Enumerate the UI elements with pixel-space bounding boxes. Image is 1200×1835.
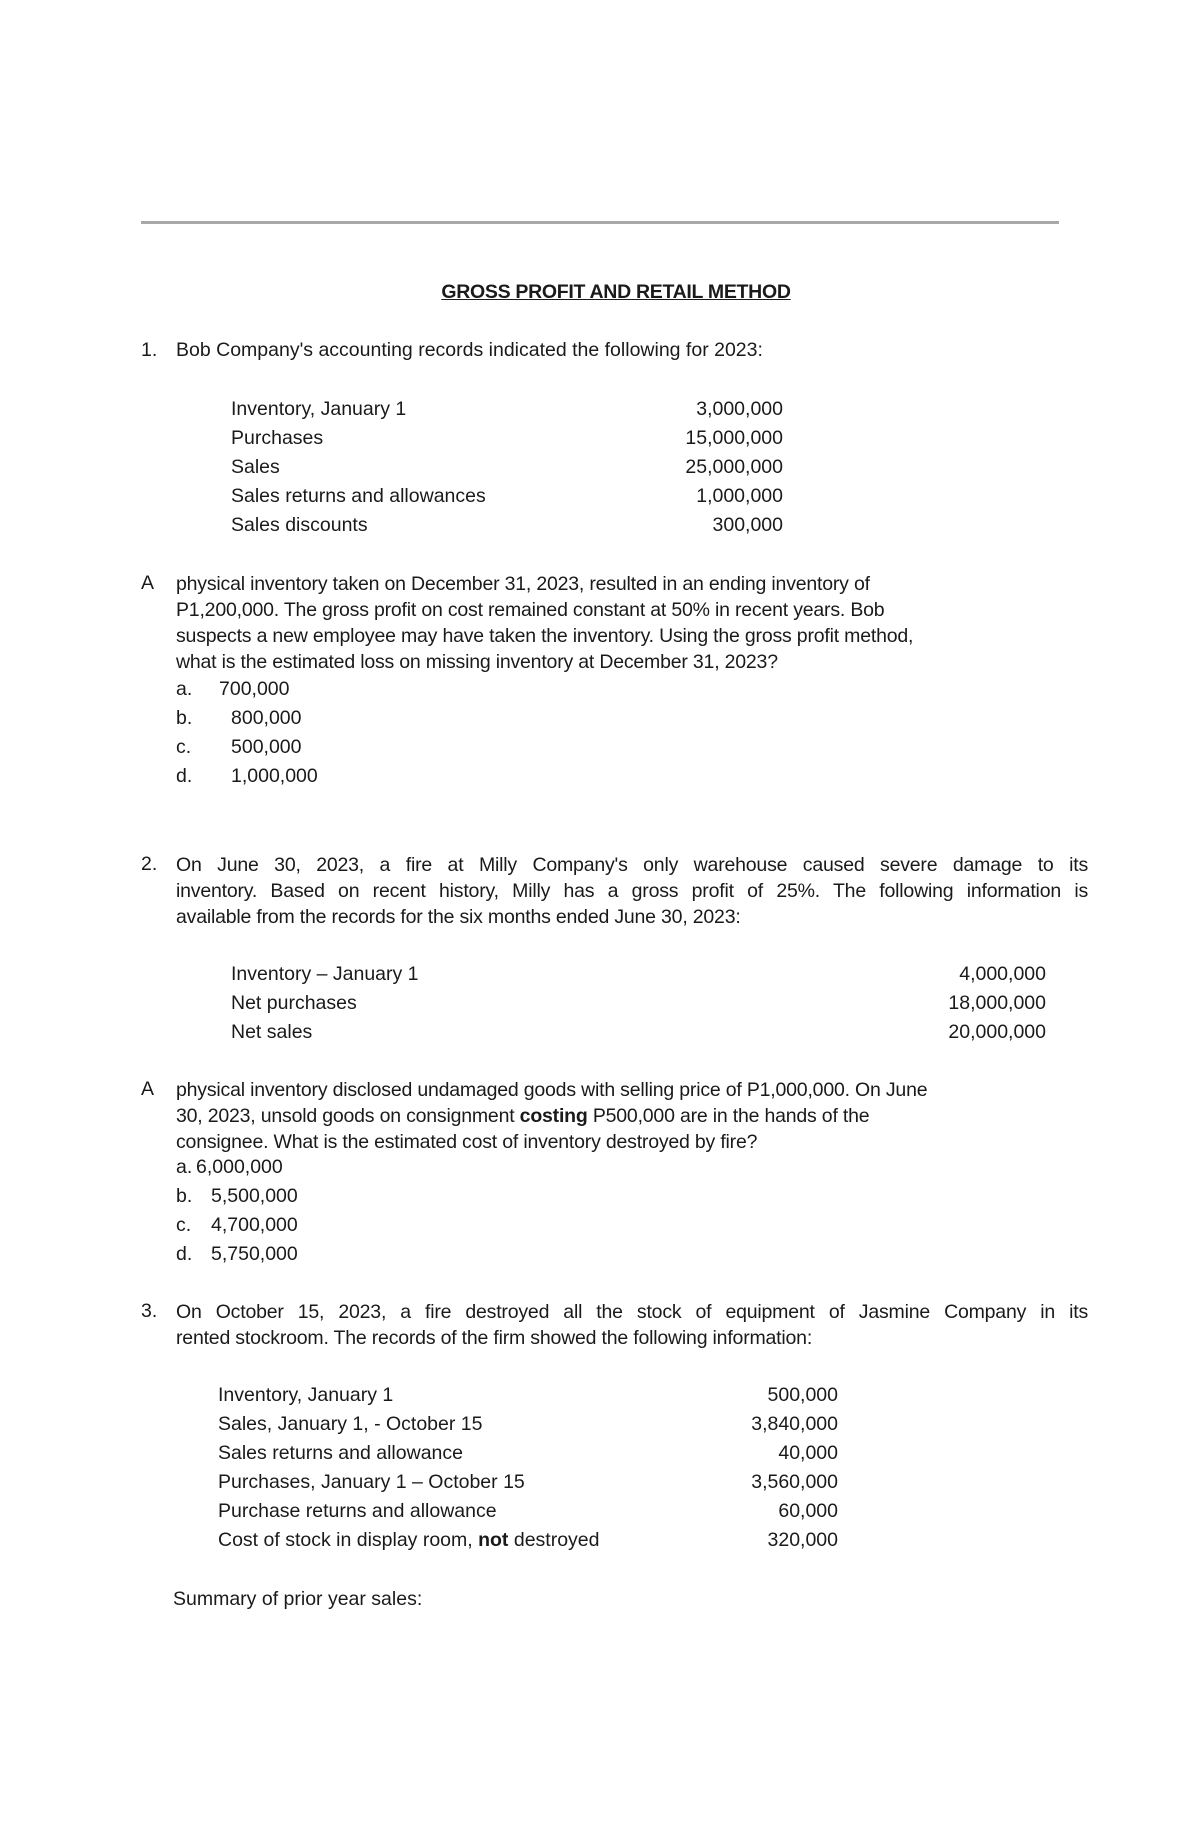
q2-item-label: Inventory – January 1 [231, 963, 419, 985]
q2-question-line: physical inventory disclosed undamaged goods with selling price of P1,000,000. On June [176, 1079, 928, 1101]
q1-item-value: 15,000,000 [685, 427, 783, 449]
q1-choice-letter: b. [176, 707, 193, 729]
q1-question-line: physical inventory taken on December 31, 2023, resulted in an ending inventory of [176, 573, 870, 595]
q1-choice-text: 1,000,000 [231, 765, 318, 787]
q1-choice-letter: a. [176, 678, 193, 700]
q2-item-value: 18,000,000 [948, 992, 1046, 1014]
q3-item-text: destroyed [508, 1529, 600, 1551]
q1-item-label: Inventory, January 1 [231, 398, 407, 420]
q1-item-value: 25,000,000 [685, 456, 783, 478]
q2-question-line [176, 1103, 1056, 1129]
q3-item-label: Purchases, January 1 – October 15 [218, 1471, 525, 1493]
q1-item-label: Sales [231, 456, 280, 478]
q2-question [176, 1077, 1056, 1155]
q3-item-value: 40,000 [778, 1442, 838, 1464]
q1-item-value: 3,000,000 [696, 398, 783, 420]
q2-question-emphasis: costing [519, 1105, 588, 1127]
q2-choice-letter: d. [176, 1243, 193, 1265]
q1-number: 1. [141, 339, 158, 361]
q2-intro-line: inventory. Based on recent history, Milly has a gross profit of 25%. The following information is [176, 880, 1088, 902]
q3-number: 3. [141, 1300, 158, 1322]
page-title: GROSS PROFIT AND RETAIL METHOD [441, 281, 791, 303]
q1-item-label: Purchases [231, 427, 324, 449]
q3-item-value: 60,000 [778, 1500, 838, 1522]
q3-item-label: Inventory, January 1 [218, 1384, 394, 1406]
q3-intro-line: rented stockroom. The records of the firm showed the following information: [176, 1327, 813, 1349]
q1-item-label: Sales returns and allowances [231, 485, 486, 507]
q3-item-label: Sales returns and allowance [218, 1442, 463, 1464]
q1-choice-text: 500,000 [231, 736, 302, 758]
q3-item-label: Purchase returns and allowance [218, 1500, 497, 1522]
q2-question-line: consignee. What is the estimated cost of inventory destroyed by fire? [176, 1131, 758, 1153]
q2-item-label: Net purchases [231, 992, 357, 1014]
q2-item-label: Net sales [231, 1021, 313, 1043]
q3-intro [176, 1299, 1088, 1351]
q3-item-value: 3,840,000 [751, 1413, 838, 1435]
q1-item-label: Sales discounts [231, 514, 368, 536]
q2-question-text: P500,000 are in the hands of the [587, 1105, 870, 1127]
q2-intro-line: available from the records for the six months ended June 30, 2023: [176, 906, 741, 928]
q3-item-text: Cost of stock in display room, [218, 1529, 479, 1551]
q2-choice-letter: a. [176, 1156, 193, 1178]
q1-question-line: suspects a new employee may have taken the inventory. Using the gross profit method, [176, 625, 914, 647]
q2-choice-letter: c. [176, 1214, 192, 1236]
q3-item-value: 3,560,000 [751, 1471, 838, 1493]
q3-item-emphasis: not [478, 1529, 509, 1551]
q2-item-value: 4,000,000 [959, 963, 1046, 985]
q1-question [176, 571, 1016, 675]
q1-choice-text: 800,000 [231, 707, 302, 729]
q2-intro [176, 852, 1088, 930]
q2-intro-line: On June 30, 2023, a fire at Milly Company's only warehouse caused severe damage to its [176, 854, 1088, 876]
q1-item-value: 1,000,000 [696, 485, 783, 507]
q2-number: 2. [141, 853, 158, 875]
q3-item-label: Sales, January 1, - October 15 [218, 1413, 483, 1435]
q1-intro: Bob Company's accounting records indicated the following for 2023: [176, 339, 763, 361]
q2-choice-letter: b. [176, 1185, 193, 1207]
q3-item-value: 500,000 [767, 1384, 838, 1406]
q3-intro-line: On October 15, 2023, a fire destroyed all the stock of equipment of Jasmine Company in its [176, 1301, 1088, 1323]
q1-marker: A [141, 572, 155, 594]
q2-choice-text: 5,750,000 [211, 1243, 298, 1265]
q1-question-line: P1,200,000. The gross profit on cost remained constant at 50% in recent years. Bob [176, 599, 885, 621]
q2-marker: A [141, 1078, 155, 1100]
q2-item-value: 20,000,000 [948, 1021, 1046, 1043]
q2-choice-text: 5,500,000 [211, 1185, 298, 1207]
q1-choice-letter: c. [176, 736, 192, 758]
q3-item-value: 320,000 [767, 1529, 838, 1551]
header-rule [141, 221, 1059, 224]
q2-choice-text: 6,000,000 [196, 1156, 283, 1178]
q1-choice-letter: d. [176, 765, 193, 787]
q1-question-line: what is the estimated loss on missing inventory at December 31, 2023? [176, 651, 778, 673]
q2-question-text: 30, 2023, unsold goods on consignment [176, 1105, 520, 1127]
q1-choice-text: 700,000 [219, 678, 290, 700]
q1-item-value: 300,000 [712, 514, 783, 536]
q3-summary-label: Summary of prior year sales: [173, 1588, 423, 1610]
q2-choice-text: 4,700,000 [211, 1214, 298, 1236]
q3-item-label [218, 1528, 600, 1553]
